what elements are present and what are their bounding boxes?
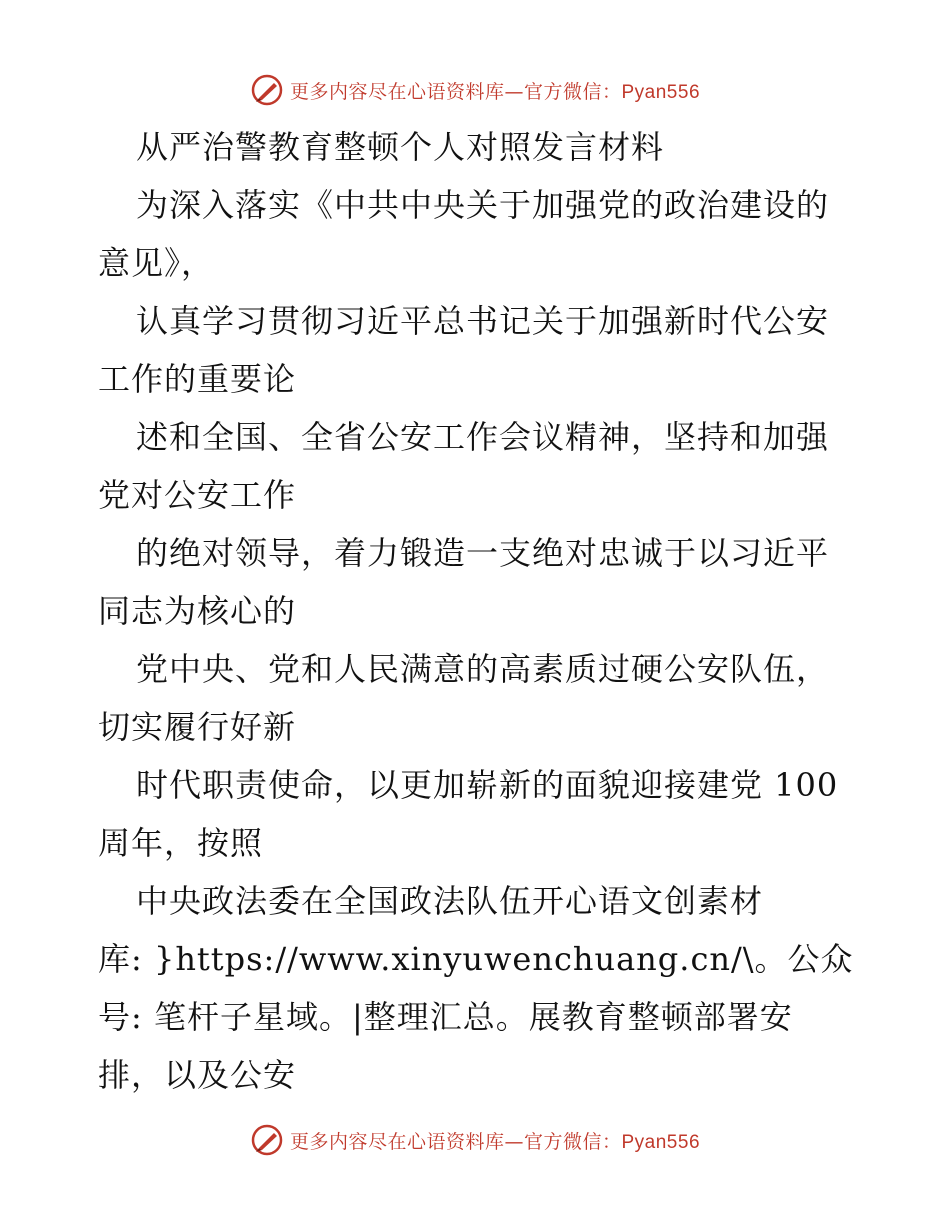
quill-logo-icon — [250, 1123, 284, 1157]
text-line: 工作的重要论 — [98, 360, 297, 398]
text-line: 的绝对领导，着力锻造一支绝对忠诚于以习近平 — [136, 534, 830, 572]
text-line: 意见》， — [98, 244, 215, 282]
text-line: 时代职责使命，以更加崭新的面貌迎接建党 100 — [136, 766, 839, 804]
text-line: 周年，按照 — [98, 824, 264, 862]
text-line: 党对公安工作 — [98, 476, 297, 514]
banner-text: 更多内容尽在心语资料库—官方微信：Pyan556 — [289, 80, 701, 103]
text-line: 切实履行好新 — [98, 708, 297, 746]
document-body — [98, 118, 858, 1104]
footer-watermark-banner — [0, 1120, 950, 1160]
text-line: 党中央、党和人民满意的高素质过硬公安队伍， — [136, 650, 830, 688]
text-line: 中央政法委在全国政法队伍开心语文创素材 — [136, 882, 764, 920]
text-line: 同志为核心的 — [98, 592, 297, 630]
header-watermark-banner — [0, 70, 950, 110]
text-line: 认真学习贯彻习近平总书记关于加强新时代公安 — [136, 302, 830, 340]
text-line: 为深入落实《中共中央关于加强党的政治建设的 — [136, 186, 830, 224]
text-line: 排，以及公安 — [98, 1056, 297, 1094]
text-line: 库: }https://www.xinyuwenchuang.cn/\。公众 — [98, 940, 854, 978]
text-line: 号: 笔杆子星域。|整理汇总。展教育整顿部署安 — [98, 998, 793, 1036]
document-title: 从严治警教育整顿个人对照发言材料 — [136, 128, 665, 166]
text-line: 述和全国、全省公安工作会议精神，坚持和加强 — [136, 418, 830, 456]
banner-text: 更多内容尽在心语资料库—官方微信：Pyan556 — [289, 1130, 701, 1153]
quill-logo-icon — [250, 73, 284, 107]
